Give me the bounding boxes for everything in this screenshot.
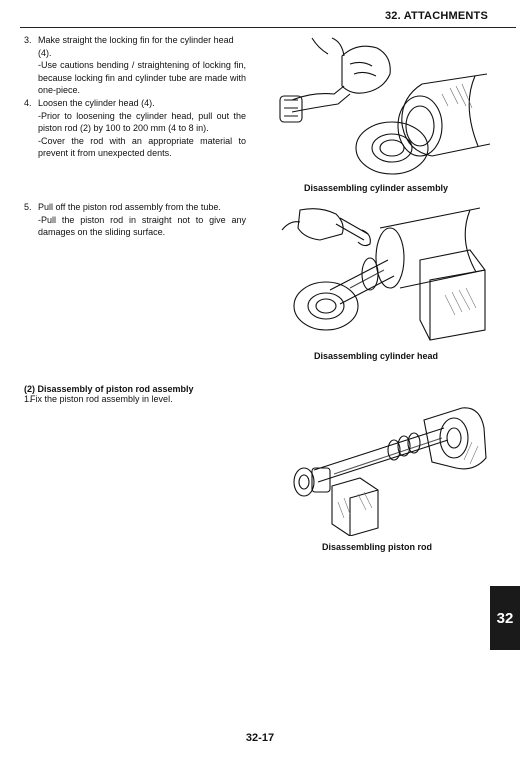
step-note: -Pull the piston rod in straight not to give any damages on the sliding surface. [38,214,246,238]
piston-rod-illustration [274,398,494,536]
step-4 [24,97,246,110]
step-number: 3. [24,35,32,45]
step-note: -Prior to loosening the cylinder head, pull out the piston rod (2) by 100 to 200 mm (4 to 8 in). [38,110,246,134]
step-number: 5. [24,202,32,212]
step-number: 1. [24,394,32,404]
step-note: -Cover the rod with an appropriate material to prevent it from unexpected dents. [38,135,246,159]
step-text: Fix the piston rod assembly in level. [30,394,173,404]
chapter-tab: 32 [490,586,520,650]
section-step-1 [24,394,173,405]
figure-caption: Disassembling piston rod [322,542,433,552]
step-text: Pull off the piston rod assembly from the tube. [38,202,221,212]
section-heading: (2) Disassembly of piston rod assembly [24,384,194,394]
header-divider [20,27,516,28]
step-5 [24,201,246,214]
page-header-title: 32. ATTACHMENTS [384,10,488,22]
step-note: -Use cautions bending / straightening of locking fin, because locking fin and cylinder tube are made with one-piece. [38,60,246,96]
step-5-block [24,201,246,239]
figure-caption: Disassembling cylinder head [314,351,439,361]
page-number: 32-17 [245,732,275,744]
step-number: 4. [24,97,32,108]
cylinder-assembly-illustration [272,36,494,178]
step-3 [24,34,246,59]
step-text: Make straight the locking fin for the cylinder head (4). [38,35,234,58]
cylinder-head-illustration [280,200,490,346]
steps-3-4-block [24,34,246,160]
figure-caption: Disassembling cylinder assembly [304,183,449,193]
step-text: Loosen the cylinder head (4). [38,97,155,108]
